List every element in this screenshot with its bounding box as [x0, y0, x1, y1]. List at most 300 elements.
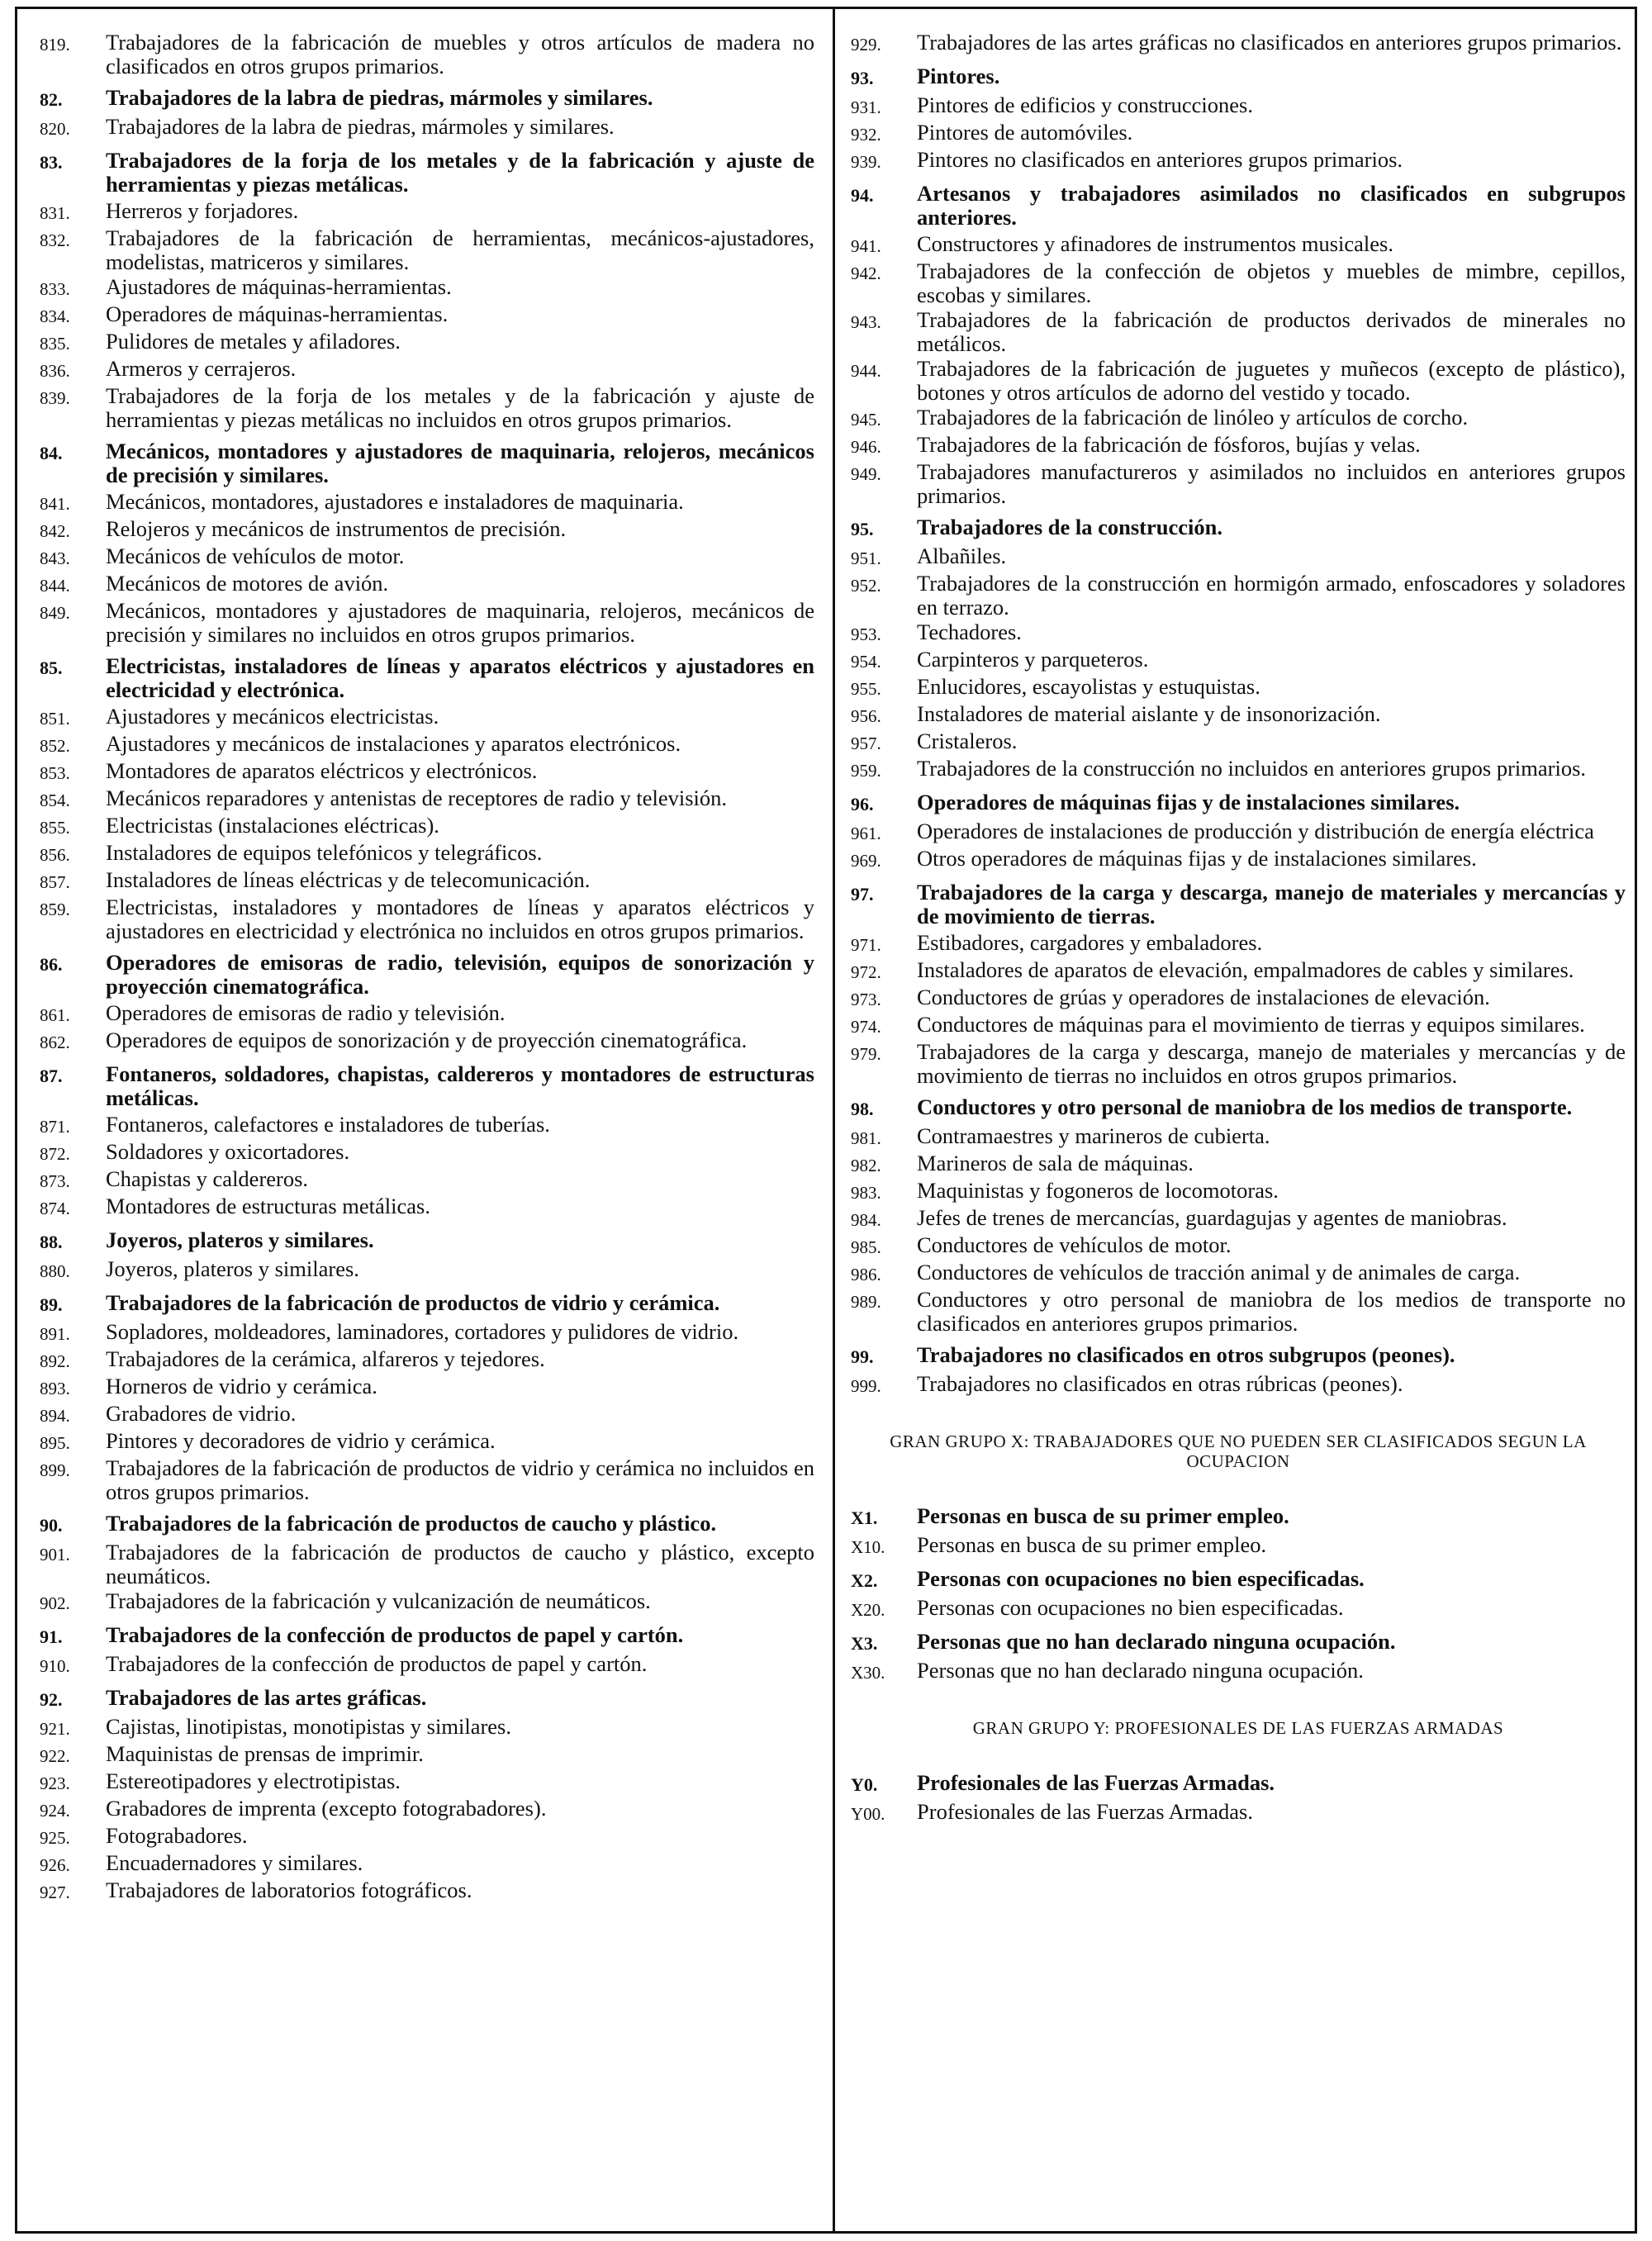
- occupation-description: Trabajadores de la forja de los metales y de la fabricación y ajuste de herramientas y piezas metálicas.: [106, 148, 814, 197]
- occupation-code: 98.: [851, 1099, 874, 1119]
- occupation-code: 94.: [851, 185, 874, 206]
- occupation-row: [851, 1261, 1626, 1287]
- occupation-description: Mecánicos, montadores y ajustadores de maquinaria, relojeros, mecánicos de precisión y similares no incluidos en otros grupos primarios.: [106, 598, 814, 647]
- occupation-description: Trabajadores de la fabricación de herramientas, mecánicos-ajustadores, modelistas, matriceros y similares.: [106, 226, 814, 274]
- occupation-description: Mecánicos de motores de avión.: [106, 571, 389, 596]
- occupation-row: [40, 1742, 814, 1769]
- occupation-code: 844.: [40, 576, 70, 596]
- occupation-row: [40, 1769, 814, 1796]
- occupation-row: [851, 729, 1626, 756]
- occupation-description: Trabajadores no clasificados en otros subgrupos (peones).: [917, 1342, 1455, 1367]
- occupation-description: Mecánicos, montadores, ajustadores e instaladores de maquinaria.: [106, 489, 684, 514]
- occupation-code: 856.: [40, 845, 70, 865]
- occupation-row: [851, 985, 1626, 1012]
- occupation-row: [40, 115, 814, 141]
- occupation-code: X20.: [851, 1600, 885, 1620]
- occupation-code: 91.: [40, 1626, 63, 1647]
- occupation-description: Personas que no han declarado ninguna ocupación.: [917, 1658, 1364, 1683]
- occupation-code: 819.: [40, 35, 70, 55]
- occupation-description: Mecánicos reparadores y antenistas de receptores de radio y televisión.: [106, 786, 728, 810]
- occupation-description: Trabajadores de la confección de productos de papel y cartón.: [106, 1622, 684, 1647]
- occupation-description: Jefes de trenes de mercancías, guardagujas y agentes de maniobras.: [917, 1205, 1507, 1230]
- occupation-description: Conductores y otro personal de maniobra de los medios de transporte no clasificados en anteriores grupos primarios.: [917, 1287, 1626, 1336]
- group-heading-row: [40, 439, 814, 487]
- occupation-row: [851, 308, 1626, 356]
- occupation-code: 96.: [851, 794, 874, 814]
- occupation-row: [851, 1800, 1626, 1826]
- occupation-code: 874.: [40, 1199, 70, 1218]
- occupation-row: [40, 1715, 814, 1741]
- occupation-description: Ajustadores de máquinas-herramientas.: [106, 274, 452, 299]
- occupation-code: 85.: [40, 658, 63, 678]
- occupation-row: [851, 1151, 1626, 1178]
- occupation-code: 972.: [851, 962, 881, 982]
- occupation-code: 939.: [851, 152, 881, 172]
- occupation-code: 984.: [851, 1210, 881, 1230]
- occupation-row: [851, 31, 1626, 57]
- occupation-description: Mecánicos de vehículos de motor.: [106, 544, 405, 568]
- occupation-description: Mecánicos, montadores y ajustadores de maquinaria, relojeros, mecánicos de precisión y similares.: [106, 439, 814, 487]
- occupation-row: [851, 1288, 1626, 1336]
- occupation-code: 93.: [851, 68, 874, 88]
- occupation-row: [40, 1851, 814, 1878]
- occupation-code: 89.: [40, 1294, 63, 1315]
- occupation-code: 957.: [851, 734, 881, 753]
- occupation-description: Personas en busca de su primer empleo.: [917, 1503, 1289, 1528]
- occupation-description: Maquinistas y fogoneros de locomotoras.: [917, 1178, 1279, 1203]
- occupation-description: Montadores de estructuras metálicas.: [106, 1194, 430, 1218]
- occupation-code: 899.: [40, 1460, 70, 1480]
- occupation-code: 982.: [851, 1156, 881, 1175]
- occupation-row: [851, 572, 1626, 620]
- occupation-code: 842.: [40, 521, 70, 541]
- occupation-row: [851, 819, 1626, 846]
- occupation-row: [851, 433, 1626, 459]
- occupation-code: 861.: [40, 1005, 70, 1025]
- occupation-code: 872.: [40, 1144, 70, 1164]
- occupation-code: 833.: [40, 279, 70, 299]
- occupation-code: 973.: [851, 990, 881, 1009]
- occupation-code: X3.: [851, 1633, 878, 1654]
- occupation-row: [851, 958, 1626, 985]
- occupation-row: [40, 1167, 814, 1194]
- group-heading-row: [40, 1686, 814, 1712]
- occupation-description: Trabajadores de la construcción.: [917, 515, 1223, 539]
- occupation-code: 841.: [40, 494, 70, 514]
- occupation-description: Trabajadores de la carga y descarga, manejo de materiales y mercancías y de movimiento de tierras.: [917, 880, 1626, 928]
- occupation-description: Trabajadores de la confección de productos de papel y cartón.: [106, 1651, 648, 1676]
- occupation-row: [40, 275, 814, 301]
- occupation-row: [851, 93, 1626, 120]
- group-heading-row: [851, 1771, 1626, 1797]
- occupation-description: Instaladores de líneas eléctricas y de telecomunicación.: [106, 867, 591, 892]
- occupation-row: [40, 199, 814, 226]
- occupation-code: 953.: [851, 624, 881, 644]
- occupation-description: Fontaneros, soldadores, chapistas, caldereros y montadores de estructuras metálicas.: [106, 1061, 814, 1110]
- occupation-code: 895.: [40, 1433, 70, 1453]
- occupation-row: [40, 1375, 814, 1401]
- occupation-description: Pintores y decoradores de vidrio y cerámica.: [106, 1428, 496, 1453]
- occupation-code: 90.: [40, 1515, 63, 1536]
- occupation-description: Estibadores, cargadores y embaladores.: [917, 930, 1263, 955]
- group-heading-row: [40, 951, 814, 999]
- occupation-row: [40, 1028, 814, 1055]
- occupation-description: Encuadernadores y similares.: [106, 1850, 363, 1875]
- occupation-code: 871.: [40, 1117, 70, 1137]
- occupation-row: [851, 148, 1626, 174]
- occupation-description: Trabajadores de la confección de objetos y muebles de mimbre, cepillos, escobas y similares.: [917, 259, 1626, 307]
- group-heading-row: [851, 791, 1626, 817]
- occupation-code: 891.: [40, 1324, 70, 1344]
- occupation-description: Trabajadores de la fabricación de juguetes y muñecos (excepto de plástico), botones y otros artículos de adorno del vestido y tocado.: [917, 356, 1626, 405]
- occupation-description: Instaladores de aparatos de elevación, empalmadores de cables y similares.: [917, 957, 1574, 982]
- occupation-row: [851, 259, 1626, 307]
- group-heading-row: [851, 1567, 1626, 1593]
- occupation-row: [851, 1206, 1626, 1232]
- occupation-code: 92.: [40, 1689, 63, 1710]
- occupation-row: [40, 1456, 814, 1504]
- group-heading-row: [851, 515, 1626, 542]
- occupation-row: [40, 1402, 814, 1428]
- occupation-description: Trabajadores de la fabricación de fósforos, bujías y velas.: [917, 432, 1421, 457]
- occupation-description: Trabajadores manufactureros y asimilados no incluidos en anteriores grupos primarios.: [917, 459, 1626, 508]
- occupation-row: [40, 895, 814, 943]
- occupation-row: [851, 757, 1626, 783]
- occupation-row: [851, 1040, 1626, 1088]
- occupation-description: Electricistas (instalaciones eléctricas).: [106, 813, 439, 838]
- occupation-code: 902.: [40, 1593, 70, 1613]
- occupation-description: Armeros y cerrajeros.: [106, 356, 297, 381]
- occupation-code: X2.: [851, 1570, 878, 1591]
- occupation-row: [851, 648, 1626, 674]
- occupation-code: 986.: [851, 1265, 881, 1284]
- occupation-code: 835.: [40, 334, 70, 354]
- occupation-description: Trabajadores de la carga y descarga, manejo de materiales y mercancías y de movimiento de tierras no incluidos en otros grupos primarios.: [917, 1039, 1626, 1088]
- occupation-code: 959.: [851, 761, 881, 781]
- occupation-code: 880.: [40, 1261, 70, 1281]
- occupation-description: Horneros de vidrio y cerámica.: [106, 1374, 377, 1398]
- occupation-description: Instaladores de equipos telefónicos y telegráficos.: [106, 840, 543, 865]
- occupation-row: [851, 460, 1626, 508]
- occupation-row: [40, 1001, 814, 1028]
- occupation-row: [40, 1320, 814, 1346]
- occupation-description: Pintores de edificios y construcciones.: [917, 93, 1253, 117]
- occupation-code: 99.: [851, 1346, 874, 1367]
- occupation-code: 834.: [40, 306, 70, 326]
- occupation-description: Trabajadores de laboratorios fotográficos.: [106, 1878, 472, 1902]
- occupation-description: Personas con ocupaciones no bien especificadas.: [917, 1595, 1344, 1620]
- occupation-code: 944.: [851, 361, 881, 381]
- occupation-row: [40, 1257, 814, 1284]
- occupation-code: 985.: [851, 1237, 881, 1257]
- occupation-row: [40, 1824, 814, 1850]
- group-heading-row: [851, 881, 1626, 928]
- occupation-description: Trabajadores de las artes gráficas.: [106, 1685, 427, 1710]
- occupation-description: Marineros de sala de máquinas.: [917, 1151, 1194, 1175]
- occupation-code: 855.: [40, 818, 70, 838]
- occupation-row: [40, 384, 814, 432]
- occupation-code: 942.: [851, 264, 881, 283]
- group-heading-row: [40, 654, 814, 702]
- gran-grupo-x-title: GRAN GRUPO X: TRABAJADORES QUE NO PUEDEN SER CLASIFICADOS SEGUN LA OCUPACION: [890, 1431, 1587, 1471]
- occupation-description: Montadores de aparatos eléctricos y electrónicos.: [106, 758, 538, 783]
- occupation-description: Chapistas y caldereros.: [106, 1166, 309, 1191]
- occupation-row: [40, 1140, 814, 1166]
- column-divider: [833, 7, 835, 2234]
- occupation-row: [851, 1372, 1626, 1398]
- occupation-code: 854.: [40, 791, 70, 810]
- group-heading-row: [40, 1291, 814, 1318]
- occupation-row: [40, 868, 814, 895]
- occupation-row: [40, 302, 814, 329]
- occupation-row: [851, 702, 1626, 729]
- occupation-description: Pintores no clasificados en anteriores grupos primarios.: [917, 147, 1403, 172]
- occupation-description: Trabajadores de la fabricación de productos de caucho y plástico, excepto neumáticos.: [106, 1540, 814, 1588]
- occupation-description: Trabajadores de las artes gráficas no clasificados en anteriores grupos primarios.: [917, 30, 1622, 55]
- occupation-description: Joyeros, plateros y similares.: [106, 1256, 359, 1281]
- occupation-row: [40, 786, 814, 813]
- occupation-row: [851, 1124, 1626, 1151]
- occupation-code: 862.: [40, 1033, 70, 1052]
- occupation-description: Operadores de equipos de sonorización y de proyección cinematográfica.: [106, 1028, 748, 1052]
- occupation-row: [851, 675, 1626, 701]
- occupation-row: [851, 1659, 1626, 1685]
- occupation-row: [40, 759, 814, 786]
- group-heading-row: [40, 1062, 814, 1110]
- occupation-row: [40, 544, 814, 571]
- occupation-description: Trabajadores de la fabricación y vulcanización de neumáticos.: [106, 1588, 651, 1613]
- occupation-code: 941.: [851, 236, 881, 256]
- occupation-code: 983.: [851, 1183, 881, 1203]
- group-heading-row: [851, 1630, 1626, 1656]
- occupation-code: Y00.: [851, 1804, 885, 1824]
- group-heading-row: [851, 64, 1626, 91]
- occupation-code: 839.: [40, 388, 70, 408]
- occupation-code: 955.: [851, 679, 881, 699]
- occupation-row: [851, 847, 1626, 873]
- group-heading-row: [40, 1512, 814, 1538]
- occupation-description: Conductores de grúas y operadores de instalaciones de elevación.: [917, 985, 1490, 1009]
- occupation-description: Cajistas, linotipistas, monotipistas y similares.: [106, 1714, 511, 1739]
- occupation-code: 946.: [851, 437, 881, 457]
- occupation-description: Conductores de vehículos de tracción animal y de animales de carga.: [917, 1260, 1521, 1284]
- gran-grupo-y-list: [851, 1771, 1626, 1826]
- occupation-code: 82.: [40, 89, 63, 110]
- occupation-description: Herreros y forjadores.: [106, 198, 299, 223]
- occupation-description: Sopladores, moldeadores, laminadores, cortadores y pulidores de vidrio.: [106, 1319, 739, 1344]
- occupation-description: Trabajadores de la fabricación de productos derivados de minerales no metálicos.: [917, 307, 1626, 356]
- occupation-description: Electricistas, instaladores de líneas y aparatos eléctricos y ajustadores en electricidad y electrónica.: [106, 653, 814, 702]
- occupation-code: 832.: [40, 230, 70, 250]
- occupation-description: Pintores de automóviles.: [917, 120, 1133, 145]
- occupation-row: [851, 620, 1626, 647]
- occupation-row: [851, 232, 1626, 259]
- occupation-description: Cristaleros.: [917, 729, 1018, 753]
- occupation-code: 999.: [851, 1376, 881, 1396]
- occupation-code: 945.: [851, 410, 881, 430]
- group-heading-row: [851, 1504, 1626, 1531]
- occupation-code: 922.: [40, 1746, 70, 1766]
- occupation-row: [40, 490, 814, 516]
- occupation-code: 956.: [851, 706, 881, 726]
- group-heading-row: [851, 1343, 1626, 1370]
- occupation-code: 892.: [40, 1351, 70, 1371]
- occupation-code: 969.: [851, 851, 881, 871]
- occupation-row: [851, 1013, 1626, 1039]
- group-heading-row: [851, 182, 1626, 230]
- group-heading-row: [40, 1623, 814, 1650]
- occupation-code: 929.: [851, 35, 881, 55]
- occupation-row: [851, 121, 1626, 147]
- occupation-code: 86.: [40, 954, 63, 975]
- occupation-description: Constructores y afinadores de instrumentos musicales.: [917, 231, 1393, 256]
- occupation-description: Albañiles.: [917, 544, 1007, 568]
- occupation-code: 859.: [40, 900, 70, 919]
- group-heading-row: [40, 86, 814, 112]
- occupation-row: [40, 1589, 814, 1616]
- occupation-code: 927.: [40, 1883, 70, 1902]
- occupation-row: [40, 841, 814, 867]
- occupation-row: [851, 1533, 1626, 1560]
- occupation-description: Trabajadores de la fabricación de productos de vidrio y cerámica no incluidos en otros grupos primarios.: [106, 1455, 814, 1504]
- occupation-row: [40, 1797, 814, 1823]
- occupation-description: Trabajadores de la construcción no incluidos en anteriores grupos primarios.: [917, 756, 1587, 781]
- occupation-code: 851.: [40, 709, 70, 729]
- occupation-code: 820.: [40, 119, 70, 139]
- occupation-code: X30.: [851, 1663, 885, 1683]
- occupation-description: Personas en busca de su primer empleo.: [917, 1532, 1267, 1557]
- occupation-description: Fotograbadores.: [106, 1823, 248, 1848]
- group-heading-row: [40, 149, 814, 197]
- occupation-code: 84.: [40, 443, 63, 463]
- occupation-description: Soldadores y oxicortadores.: [106, 1139, 350, 1164]
- occupation-row: [40, 1429, 814, 1455]
- occupation-code: 87.: [40, 1066, 63, 1086]
- occupation-code: 853.: [40, 763, 70, 783]
- occupation-description: Otros operadores de máquinas fijas y de instalaciones similares.: [917, 846, 1477, 871]
- occupation-description: Personas con ocupaciones no bien especificadas.: [917, 1566, 1365, 1591]
- gran-grupo-x-list: [851, 1504, 1626, 1685]
- occupation-row: [851, 1179, 1626, 1205]
- occupation-description: Pulidores de metales y afiladores.: [106, 329, 401, 354]
- occupation-row: [40, 357, 814, 383]
- occupation-description: Operadores de emisoras de radio y televisión.: [106, 1000, 506, 1025]
- occupation-description: Techadores.: [917, 620, 1022, 644]
- occupation-code: X1.: [851, 1507, 878, 1528]
- occupation-description: Grabadores de imprenta (excepto fotograbadores).: [106, 1796, 547, 1821]
- occupation-description: Profesionales de las Fuerzas Armadas.: [917, 1770, 1275, 1795]
- occupation-row: [40, 1652, 814, 1678]
- group-heading-row: [851, 1095, 1626, 1122]
- right-column: [851, 30, 1626, 1826]
- occupation-row: [40, 1194, 814, 1221]
- occupation-code: 924.: [40, 1801, 70, 1821]
- occupation-description: Operadores de instalaciones de producción y distribución de energía eléctrica: [917, 819, 1594, 843]
- occupation-code: 925.: [40, 1828, 70, 1848]
- occupation-code: 949.: [851, 464, 881, 484]
- occupation-code: 873.: [40, 1171, 70, 1191]
- occupation-code: 931.: [851, 97, 881, 117]
- occupation-code: 926.: [40, 1855, 70, 1875]
- occupation-description: Carpinteros y parqueteros.: [917, 647, 1149, 672]
- occupation-description: Electricistas, instaladores y montadores de líneas y aparatos eléctricos y ajustadores en electricidad y electrónica no incluidos en otros grupos primarios.: [106, 895, 814, 943]
- occupation-description: Profesionales de las Fuerzas Armadas.: [917, 1799, 1253, 1824]
- occupation-description: Trabajadores de la fabricación de productos de caucho y plástico.: [106, 1511, 717, 1536]
- occupation-description: Maquinistas de prensas de imprimir.: [106, 1741, 424, 1766]
- occupation-code: 979.: [851, 1044, 881, 1064]
- occupation-row: [851, 931, 1626, 957]
- occupation-row: [40, 1878, 814, 1905]
- occupation-code: 961.: [851, 824, 881, 843]
- occupation-description: Ajustadores y mecánicos electricistas.: [106, 704, 439, 729]
- occupation-code: 857.: [40, 872, 70, 892]
- occupation-code: 852.: [40, 736, 70, 756]
- occupation-description: Estereotipadores y electrotipistas.: [106, 1769, 401, 1793]
- left-column: [40, 30, 814, 1905]
- occupation-row: [851, 357, 1626, 405]
- occupation-code: 952.: [851, 576, 881, 596]
- occupation-description: Joyeros, plateros y similares.: [106, 1227, 374, 1252]
- occupation-description: Grabadores de vidrio.: [106, 1401, 297, 1426]
- occupation-row: [40, 599, 814, 647]
- occupation-code: X10.: [851, 1537, 885, 1557]
- occupation-code: 981.: [851, 1128, 881, 1148]
- occupation-code: 893.: [40, 1379, 70, 1398]
- occupation-row: [40, 1347, 814, 1374]
- occupation-description: Trabajadores de la labra de piedras, mármoles y similares.: [106, 85, 653, 110]
- occupation-code: 971.: [851, 935, 881, 955]
- right-list: [851, 31, 1626, 1398]
- occupation-description: Fontaneros, calefactores e instaladores de tuberías.: [106, 1112, 550, 1137]
- occupation-description: Conductores de vehículos de motor.: [917, 1232, 1232, 1257]
- occupation-row: [40, 732, 814, 758]
- occupation-code: 943.: [851, 312, 881, 332]
- occupation-code: 932.: [851, 125, 881, 145]
- occupation-code: 831.: [40, 203, 70, 223]
- occupation-row: [851, 1596, 1626, 1622]
- occupation-code: 849.: [40, 603, 70, 623]
- occupation-code: Y0.: [851, 1774, 878, 1795]
- occupation-code: 974.: [851, 1017, 881, 1037]
- gran-grupo-y-title: GRAN GRUPO Y: PROFESIONALES DE LAS FUERZAS ARMADAS: [972, 1718, 1504, 1738]
- occupation-code: 83.: [40, 152, 63, 173]
- occupation-code: 921.: [40, 1719, 70, 1739]
- occupation-description: Trabajadores de la construcción en hormigón armado, enfoscadores y soladores en terrazo.: [917, 571, 1626, 620]
- occupation-row: [40, 705, 814, 731]
- occupation-description: Trabajadores de la fabricación de muebles y otros artículos de madera no clasificados en otros grupos primarios.: [106, 30, 814, 78]
- occupation-row: [851, 406, 1626, 432]
- group-heading-row: [40, 1228, 814, 1255]
- occupation-code: 910.: [40, 1656, 70, 1676]
- occupation-code: 894.: [40, 1406, 70, 1426]
- occupation-description: Conductores y otro personal de maniobra de los medios de transporte.: [917, 1094, 1573, 1119]
- occupation-description: Trabajadores de la fabricación de linóleo y artículos de corcho.: [917, 405, 1469, 430]
- occupation-code: 836.: [40, 361, 70, 381]
- occupation-description: Trabajadores de la forja de los metales y de la fabricación y ajuste de herramientas y piezas metálicas no incluidos en otros grupos primarios.: [106, 383, 814, 432]
- occupation-description: Conductores de máquinas para el movimiento de tierras y equipos similares.: [917, 1012, 1585, 1037]
- occupation-description: Ajustadores y mecánicos de instalaciones y aparatos electrónicos.: [106, 731, 681, 756]
- occupation-row: [40, 1541, 814, 1588]
- occupation-code: 97.: [851, 884, 874, 904]
- occupation-description: Operadores de máquinas fijas y de instalaciones similares.: [917, 790, 1460, 814]
- occupation-description: Contramaestres y marineros de cubierta.: [917, 1123, 1270, 1148]
- occupation-code: 923.: [40, 1773, 70, 1793]
- occupation-code: 95.: [851, 519, 874, 539]
- occupation-code: 901.: [40, 1545, 70, 1564]
- occupation-description: Trabajadores no clasificados en otras rúbricas (peones).: [917, 1371, 1403, 1396]
- occupation-row: [40, 572, 814, 598]
- occupation-row: [40, 1113, 814, 1139]
